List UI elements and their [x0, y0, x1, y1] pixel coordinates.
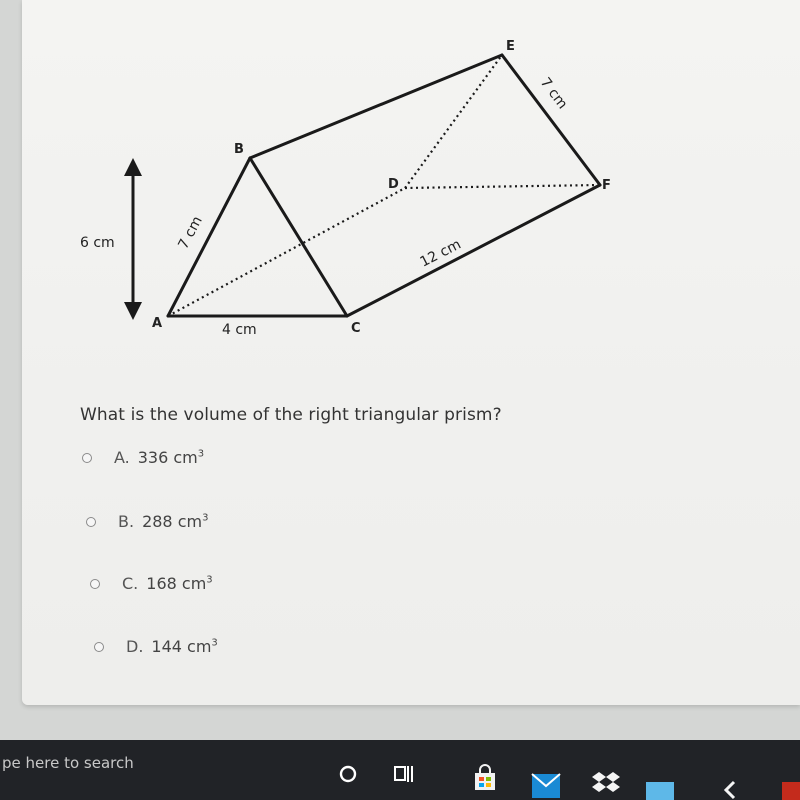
edge-ef	[502, 55, 600, 185]
vertex-f-label: F	[602, 178, 611, 193]
option-b[interactable]	[86, 512, 208, 531]
option-b-value: 288 $cm^3$	[142, 512, 209, 531]
base-label: 4 cm	[222, 322, 257, 338]
store-icon[interactable]	[471, 764, 499, 792]
option-d-value: 144 $cm^3$	[151, 637, 218, 656]
app-icon[interactable]	[640, 778, 680, 800]
mail-icon[interactable]	[530, 770, 562, 800]
notification-icon[interactable]	[780, 780, 800, 800]
radio-d[interactable]	[94, 642, 104, 652]
edge-ad-hidden	[168, 188, 405, 316]
slant-back-label: 7 cm	[536, 74, 571, 113]
dropbox-icon[interactable]	[590, 768, 622, 800]
option-d-letter: D.	[126, 637, 144, 656]
radio-a[interactable]	[82, 453, 92, 463]
chevron-icon[interactable]	[720, 780, 740, 800]
edge-cf	[347, 185, 600, 316]
height-arrow	[124, 158, 142, 320]
option-c-value: 168 $cm^3$	[146, 574, 213, 593]
taskbar-search-box[interactable]	[0, 748, 312, 778]
edge-bc	[250, 158, 347, 316]
vertex-b-label: B	[234, 142, 244, 157]
vertex-c-label: C	[351, 321, 361, 336]
slant-front-label: 7 cm	[175, 213, 206, 252]
option-a-value: 336 $cm^3$	[137, 448, 205, 467]
task-view-icon[interactable]	[392, 764, 416, 786]
length-label: 12 cm	[417, 236, 464, 271]
radio-c[interactable]	[90, 579, 100, 589]
taskbar-search-text: pe here to search	[2, 754, 134, 772]
option-b-letter: B.	[118, 512, 135, 531]
cortana-icon[interactable]	[337, 763, 359, 785]
option-a-letter: A.	[114, 448, 130, 467]
option-d[interactable]	[94, 637, 218, 656]
vertex-e-label: E	[506, 39, 515, 54]
edge-df-hidden	[405, 185, 600, 188]
vertex-a-label: A	[152, 316, 163, 331]
option-c[interactable]	[90, 574, 213, 593]
question-text: What is the volume of the right triangular prism?	[80, 405, 502, 425]
option-a[interactable]	[82, 448, 204, 467]
radio-b[interactable]	[86, 517, 96, 527]
vertex-d-label: D	[388, 177, 399, 192]
option-c-letter: C.	[122, 574, 139, 593]
height-label: 6 cm	[80, 235, 115, 251]
